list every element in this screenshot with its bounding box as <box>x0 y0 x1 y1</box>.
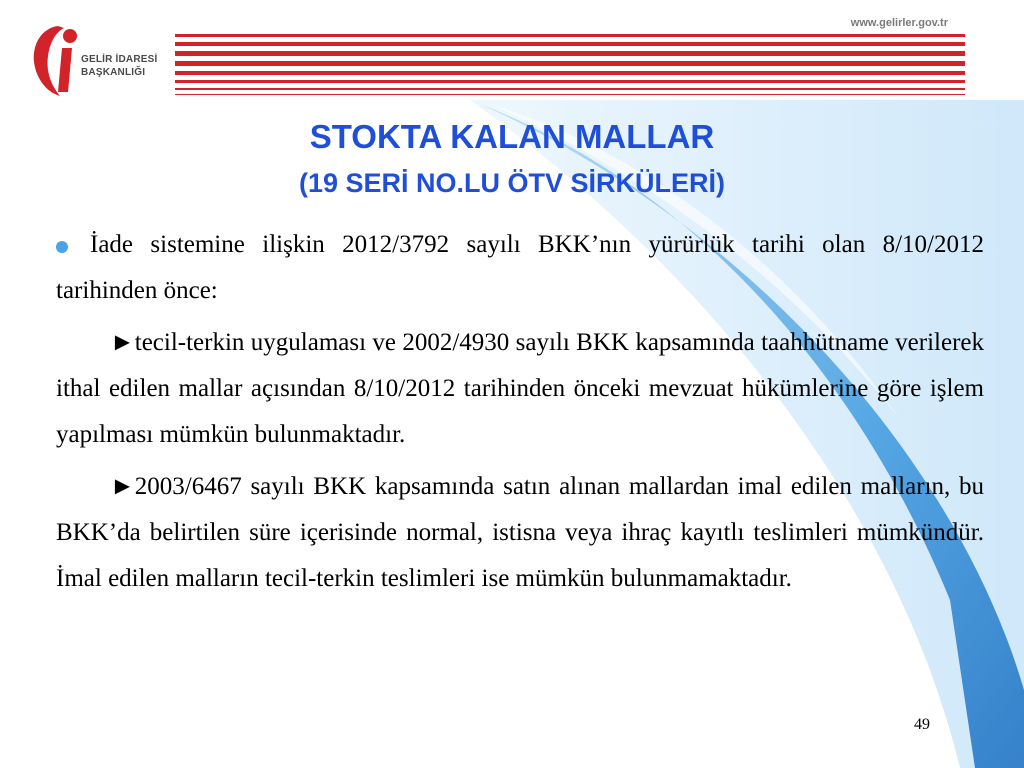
page-number: 49 <box>914 716 930 733</box>
paragraph-2: ►tecil-terkin uygulaması ve 2002/4930 sayılı BKK kapsamında taahhütname verilerek ithal edilen mallar açısından 8/10/2012 tarihinden önceki mevzuat hükümlerine göre işlem yapılması mümkün bulunmaktadır. <box>56 329 984 448</box>
slide-body <box>56 222 984 602</box>
slide-subtitle: (19 SERİ NO.LU ÖTV SİRKÜLERİ) <box>298 168 726 198</box>
logo-text-line2: BAŞKANLIĞI <box>81 67 146 78</box>
gib-logo-icon <box>28 22 88 102</box>
paragraph-3: ►2003/6467 sayılı BKK kapsamında satın alınan mallardan imal edilen malların, bu BKK’da belirtilen süre içerisinde normal, istisna veya ihraç kayıtlı teslimleri mümkündür. İmal edilen malların tecil-terkin teslimleri ise mümkün bulunmamaktadır. <box>56 473 984 592</box>
bullet-dot-icon <box>56 241 68 253</box>
header-stripes <box>175 34 965 98</box>
site-url: www.gelirler.gov.tr <box>850 17 948 29</box>
paragraph-1-text: İade sistemine ilişkin 2012/3792 sayılı BKK’nın yürürlük tarihi olan 8/10/2012 tarihinden önce: <box>56 231 984 304</box>
gib-logo <box>28 22 168 102</box>
logo-text-line1: GELİR İDARESİ <box>81 54 158 65</box>
bullet-paragraph <box>56 222 984 314</box>
slide-title: STOKTA KALAN MALLAR <box>309 118 715 155</box>
